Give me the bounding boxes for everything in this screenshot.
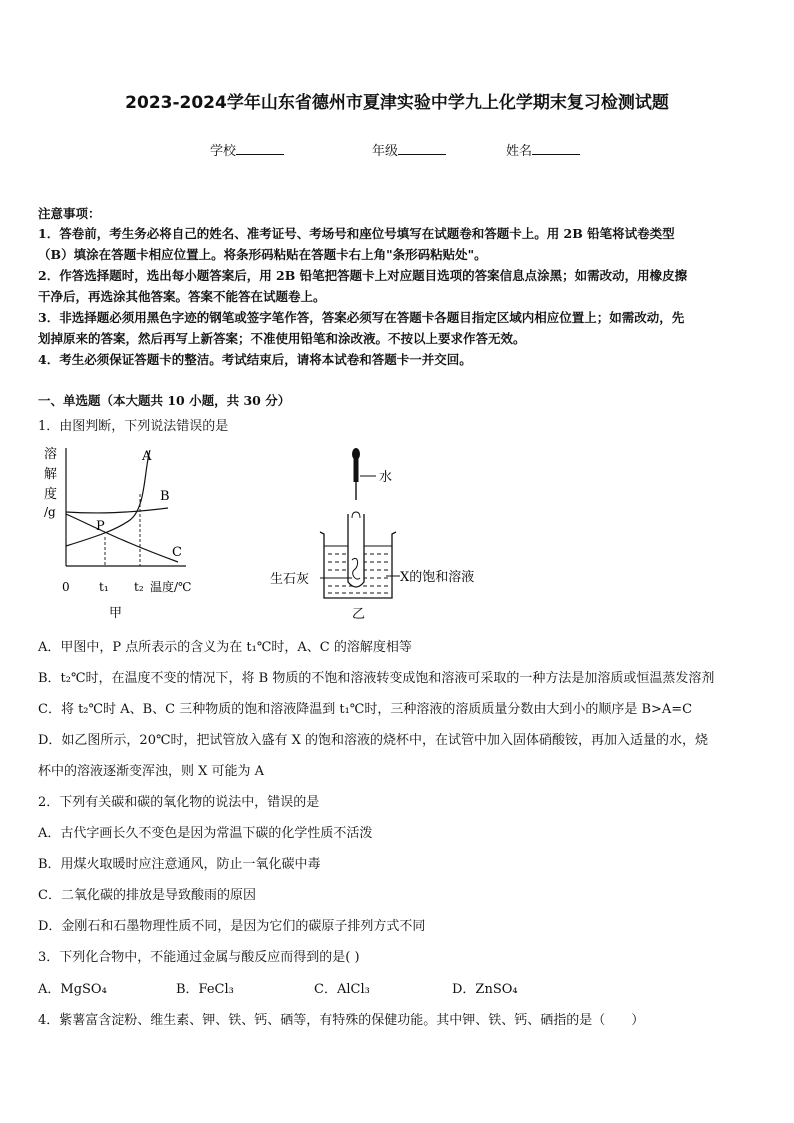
- q3-option-d: D．ZnSO₄: [452, 982, 518, 997]
- school-blank[interactable]: [236, 143, 284, 155]
- q3-option-c: C．AlCl₃: [314, 982, 370, 997]
- q1-option-a: A．甲图中，P 点所表示的含义为在 t₁℃时，A、C 的溶解度相等: [38, 640, 412, 655]
- q1-option-d-line2: 杯中的溶液逐渐变浑浊，则 X 可能为 A: [38, 764, 265, 779]
- label-a: A: [142, 449, 152, 464]
- curve-a: [66, 450, 150, 546]
- q3-option-a: A．MgSO₄: [38, 982, 107, 997]
- q3-stem: 3．下列化合物中，不能通过金属与酸反应而得到的是( ): [38, 950, 360, 965]
- school-label: 学校: [210, 144, 237, 159]
- curve-b: [66, 508, 168, 513]
- grade-blank[interactable]: [398, 143, 446, 155]
- q2-option-b: B．用煤火取暖时应注意通风，防止一氧化碳中毒: [38, 857, 321, 872]
- label-c: C: [172, 545, 182, 560]
- grade-field[interactable]: [372, 140, 446, 159]
- ylabel-1: 溶: [44, 447, 58, 462]
- t1-label: t₁: [99, 580, 109, 594]
- school-field[interactable]: [210, 140, 284, 159]
- ylabel-3: 度: [44, 487, 58, 502]
- name-field[interactable]: [506, 140, 580, 159]
- notice-line-6: 划掉原来的答案，然后再写上新答案；不准使用铅笔和涂改液。不按以上要求作答无效。: [38, 331, 526, 346]
- q1-option-d-line1: D．如乙图所示，20℃时，把试管放入盛有 X 的饱和溶液的烧杯中，在试管中加入固体硝酸铵，再加入适量的水，烧: [38, 733, 709, 748]
- figure-jia: [38, 440, 208, 625]
- q1-stem: 1．由图判断，下列说法错误的是: [38, 419, 229, 434]
- label-water: 水: [379, 470, 393, 485]
- notice-line-3: 2．作答选择题时，选出每小题答案后，用 2B 铅笔把答题卡上对应题目选项的答案信息点涂黑；如需改动，用橡皮擦: [38, 268, 688, 283]
- page-title: 2023-2024学年山东省德州市夏津实验中学九上化学期末复习检测试题: [125, 93, 669, 113]
- notice-line-4: 干净后，再选涂其他答案。答案不能答在试题卷上。: [38, 289, 326, 304]
- grade-label: 年级: [372, 144, 399, 159]
- t2-label: t₂: [134, 580, 144, 594]
- x-axis-label: 温度/℃: [150, 580, 192, 594]
- caption-jia: 甲: [109, 606, 123, 621]
- dropper-body: [354, 458, 359, 482]
- origin-label: 0: [62, 580, 70, 594]
- ylabel-2: 解: [44, 467, 58, 482]
- name-blank[interactable]: [532, 143, 580, 155]
- q2-option-a: A．古代字画长久不变色是因为常温下碳的化学性质不活泼: [38, 826, 373, 841]
- notice-line-1: 1．答卷前，考生务必将自己的姓名、准考证号、考场号和座位号填写在试题卷和答题卡上。用 2B 铅笔将试卷类型: [38, 226, 675, 241]
- notice-line-7: 4．考生必须保证答题卡的整洁。考试结束后，请将本试卷和答题卡一并交回。: [38, 352, 472, 367]
- q4-stem: 4．紫薯富含淀粉、维生素、钾、铁、钙、硒等，有特殊的保健功能。其中钾、铁、钙、硒指的是（ ）: [38, 1013, 645, 1028]
- q1-option-b: B．t₂℃时，在温度不变的情况下，将 B 物质的不饱和溶液转变成饱和溶液可采取的一种方法是加溶质或恒温蒸发溶剂: [38, 671, 715, 686]
- label-lime: 生石灰: [270, 572, 310, 587]
- label-solution: X的饱和溶液: [400, 570, 475, 585]
- notice-line-5: 3．非选择题必须用黑色字迹的钢笔或签字笔作答，答案必须写在答题卡各题目指定区域内相应位置上；如需改动，先: [38, 310, 685, 325]
- curve-c: [66, 514, 178, 562]
- q3-option-b: B．FeCl₃: [176, 982, 234, 997]
- q2-stem: 2．下列有关碳和碳的氧化物的说法中，错误的是: [38, 795, 320, 810]
- label-p: P: [96, 519, 105, 534]
- q1-option-c: C．将 t₂℃时 A、B、C 三种物质的饱和溶液降温到 t₁℃时，三种溶液的溶质质量分数由大到小的顺序是 B>A=C: [38, 702, 693, 717]
- section-heading: 一、单选题（本大题共 10 小题，共 30 分）: [38, 393, 291, 408]
- name-label: 姓名: [506, 144, 533, 159]
- notice-heading: 注意事项：: [38, 206, 101, 221]
- caption-yi: 乙: [352, 607, 366, 622]
- label-b: B: [160, 489, 170, 504]
- ylabel-4: /g: [44, 505, 56, 519]
- test-tube: [348, 514, 364, 587]
- notice-line-2: （B）填涂在答题卡相应位置上。将条形码粘贴在答题卡右上角"条形码粘贴处"。: [38, 247, 487, 262]
- q2-option-d: D．金刚石和石墨物理性质不同，是因为它们的碳原子排列方式不同: [38, 919, 426, 934]
- q2-option-c: C．二氧化碳的排放是导致酸雨的原因: [38, 888, 256, 903]
- figure-yi: [268, 440, 498, 625]
